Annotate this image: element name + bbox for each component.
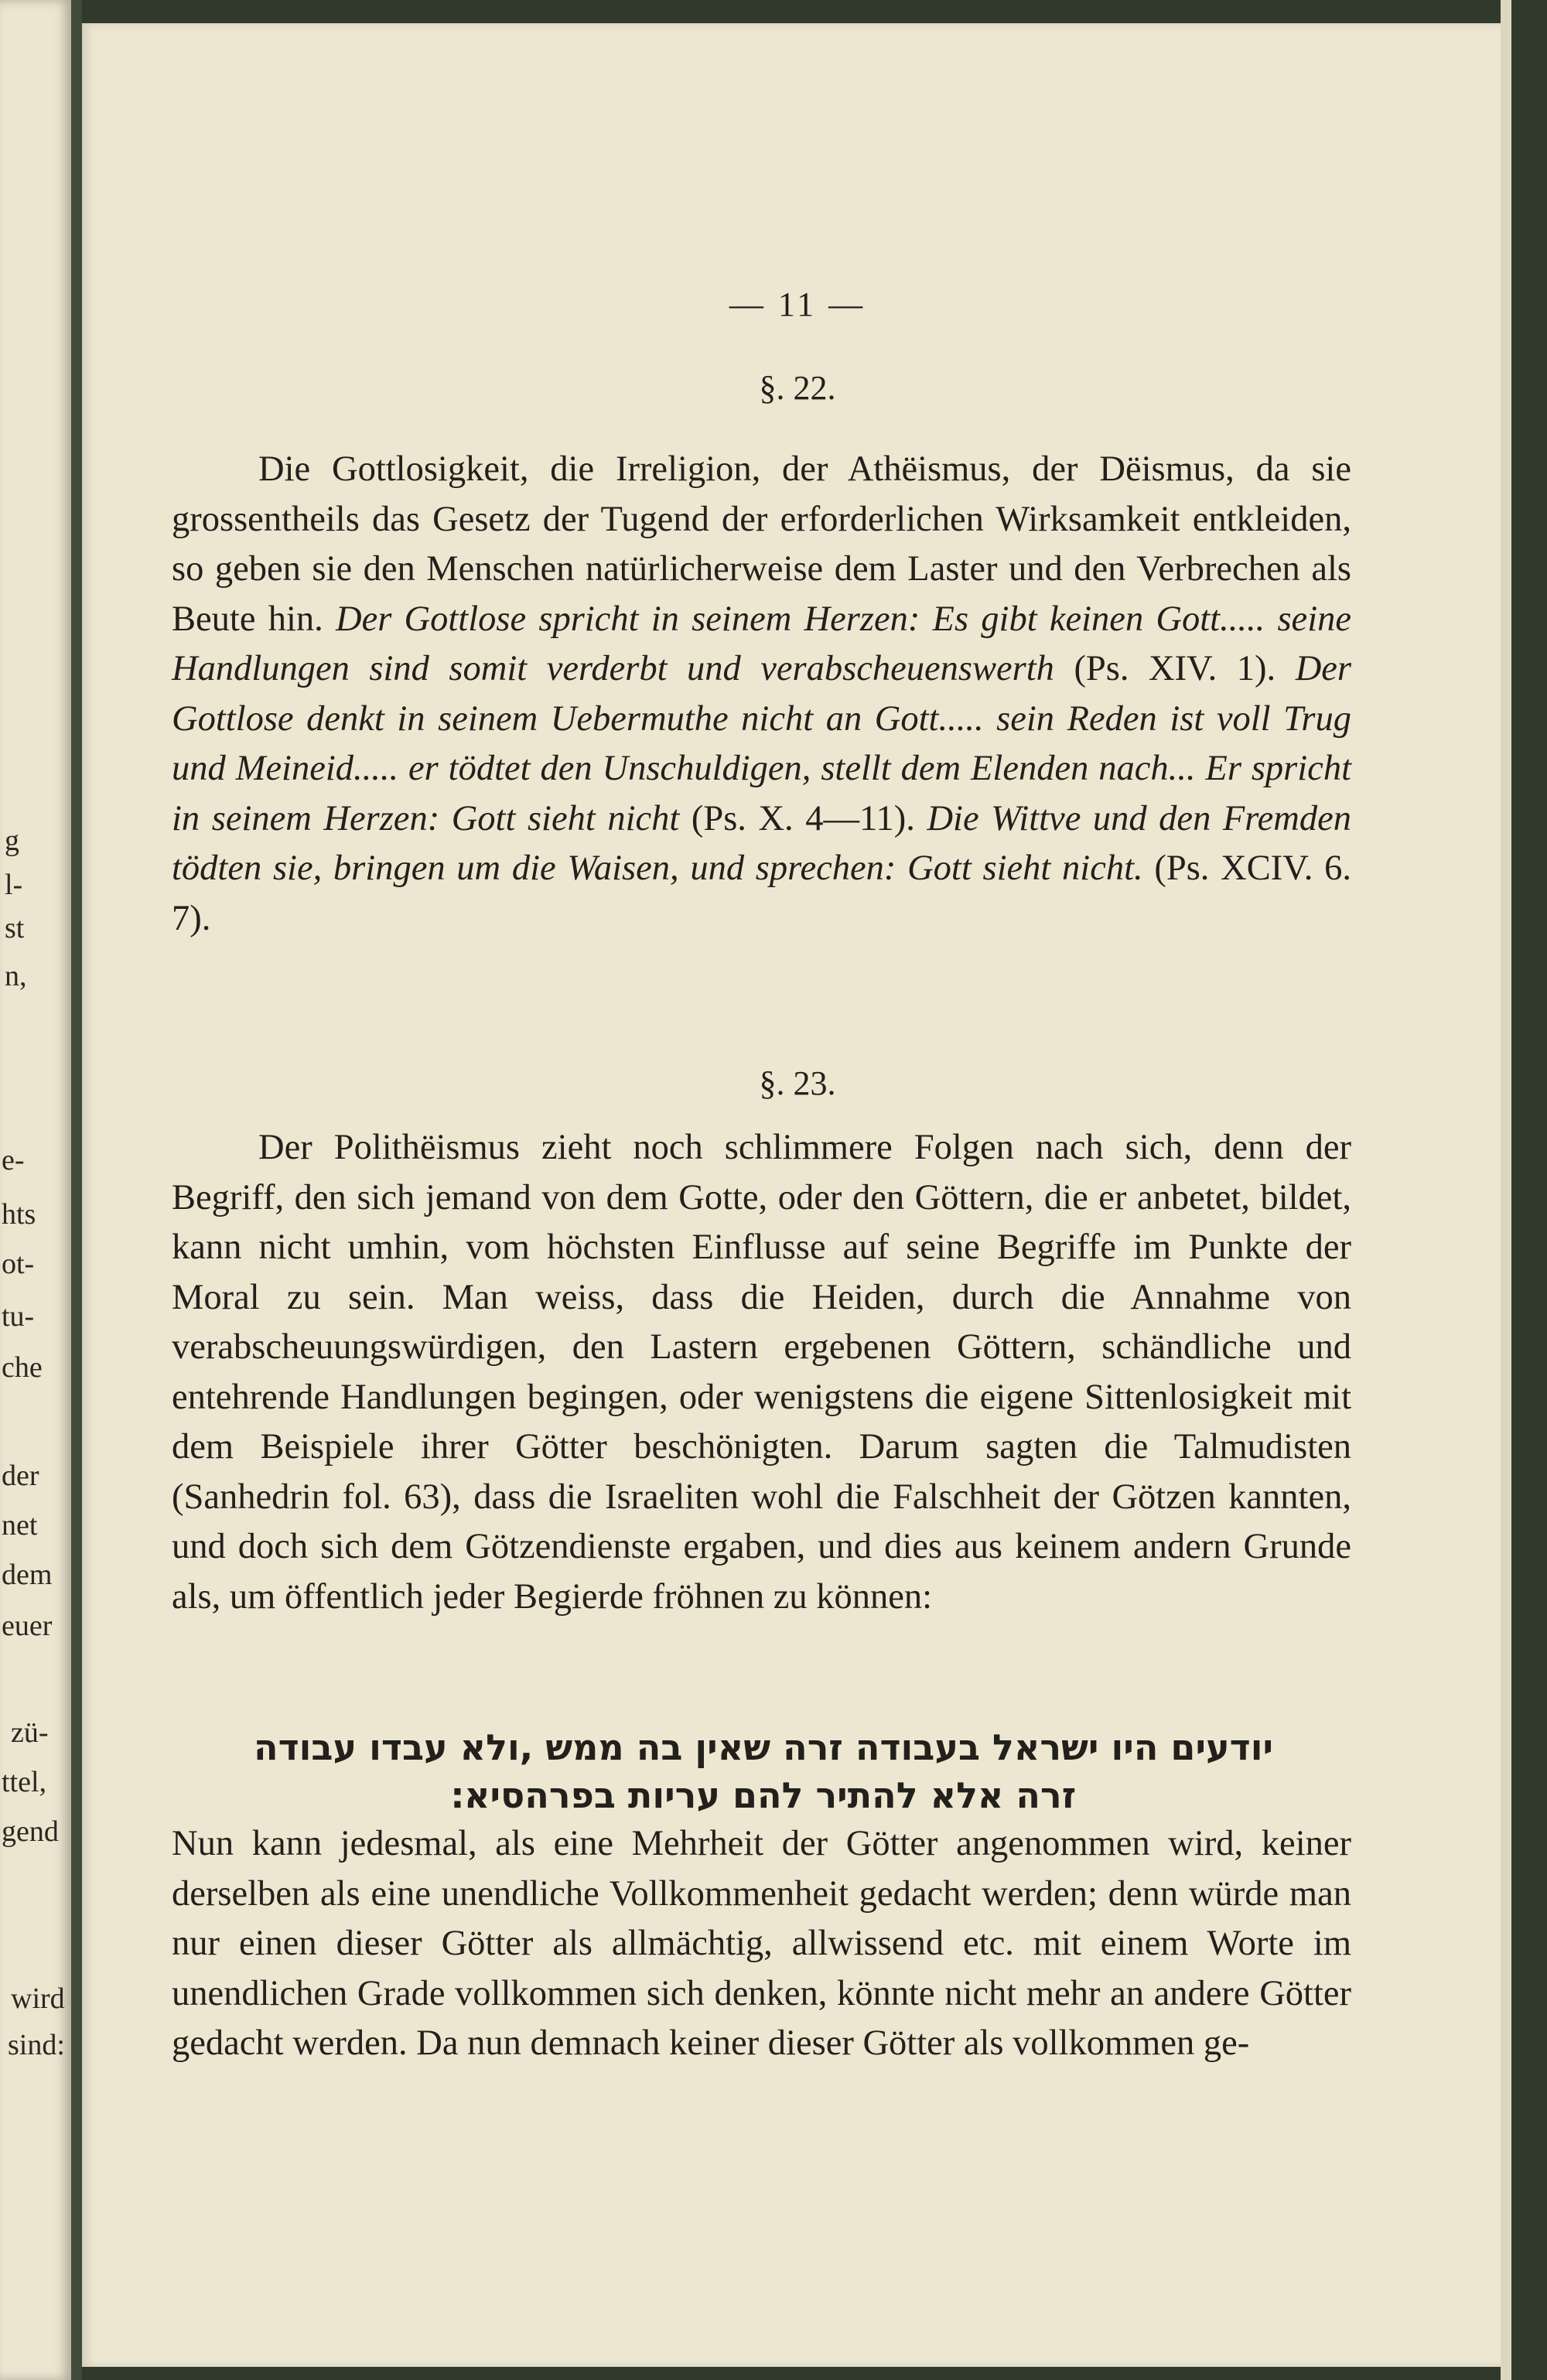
left-fragment: wird — [11, 1982, 65, 2015]
psalm-reference: (Ps. XIV. 1). — [1074, 649, 1276, 688]
left-fragment: hts — [2, 1198, 36, 1231]
psalm-quote: Der Gottlose spricht in seinem Herzen: Es gibt keinen Gott..... seine Handlungen sind somit verderbt und verabscheuenswerth — [172, 599, 1352, 688]
psalm-quote: Der Gottlose denkt in seinem Uebermuthe nicht an Gott..... sein Reden ist voll Trug und Meineid..... er tödtet den Unschuldigen, stellt dem Elenden nach... Er spricht in seinem Herzen: Gott sieht nicht — [172, 649, 1352, 838]
left-fragment: e- — [2, 1144, 25, 1176]
left-fragment: net — [2, 1509, 38, 1542]
section-23-body — [172, 1123, 1351, 1622]
section-heading: §. 22. — [759, 369, 836, 407]
left-fragment: dem — [2, 1559, 53, 1591]
psalm-quote: Die Wittve und den Fremden tödten sie, bringen um die Waisen, und sprechen: Gott sieht nicht. — [172, 798, 1352, 888]
left-fragment: zü- — [11, 1716, 49, 1749]
left-fragment: che — [2, 1351, 43, 1384]
section-22-text: Die Gottlosigkeit, die Irreligion, der Athëismus, der Dëismus, da sie grossentheils das Gesetz der Tugend der erforderlichen Wirksamkeit entkleiden, so geben sie den Menschen natürlicherweise dem Laster und den Verbrechen als Beute hin. — [172, 449, 1351, 639]
hebrew-line: יודעים היו ישראל בעבודה זרה שאין בה ממש ,ולא עבדו עבודה — [253, 1726, 1274, 1768]
section-23-text: Der Polithëismus zieht noch schlimmere Folgen nach sich, denn der Begriff, den sich jemand von dem Gotte, oder den Göttern, die er anbetet, bildet, kann nicht umhin, vom höchsten Einflusse auf seine Begriffe im Punkte der Moral zu sein. Man weiss, dass die Heiden, durch die Annahme von verabscheuungswürdigen, den Lastern ergebenen Göttern, schändliche und entehrende Handlungen begingen, oder wenigstens die eigene Sittenlosigkeit mit dem Beispiele ihrer Götter beschönigten. Darum sagten die Talmudisten (Sanhedrin fol. 63), dass die Israeliten wohl die Falschheit der Götzen kannten, und doch sich dem Götzendienste ergaben, und dies aus keinem andern Grunde als, um öffentlich jeder Begierde fröhnen zu können: — [172, 1128, 1351, 1617]
left-fragment: st — [5, 912, 25, 944]
left-fragment: gend — [2, 1815, 59, 1848]
left-fragment: sind: — [8, 2029, 65, 2061]
left-fragment: ttel, — [2, 1766, 47, 1798]
left-fragment: der — [2, 1460, 39, 1492]
left-fragment: ot- — [2, 1248, 35, 1280]
page-edge — [1501, 0, 1547, 2380]
section-22-body — [172, 445, 1351, 944]
psalm-reference: (Ps. X. 4—11). — [691, 798, 915, 838]
section-23-continuation — [172, 1819, 1351, 2069]
left-fragment: g — [5, 825, 19, 857]
book-page — [82, 23, 1513, 2367]
hebrew-quote — [172, 1723, 1355, 1819]
left-fragment: euer — [2, 1610, 53, 1642]
left-fragment: n, — [5, 960, 27, 992]
book-binding — [71, 0, 82, 2380]
left-fragment: tu- — [2, 1300, 35, 1333]
section-heading: §. 23. — [759, 1064, 836, 1102]
psalm-reference: (Ps. XCIV. 6. 7). — [172, 849, 1352, 938]
page-number: — 11 — — [729, 285, 866, 323]
hebrew-line: זרה אלא להתיר להם עריות בפרהסיא׃ — [450, 1774, 1077, 1816]
continuation-text: Nun kann jedesmal, als eine Mehrheit der Götter angenommen wird, keiner derselben als eine unendliche Vollkommenheit gedacht werden; denn würde man nur einen dieser Götter als allmächtig, allwissend etc. mit einem Worte im unendlichen Grade vollkommen sich denken, könnte nicht mehr an andere Götter gedacht werden. Da nun demnach keiner dieser Götter als vollkommen ge- — [172, 1824, 1351, 2063]
left-fragment: l- — [5, 869, 23, 901]
left-page-strip — [0, 0, 71, 2380]
